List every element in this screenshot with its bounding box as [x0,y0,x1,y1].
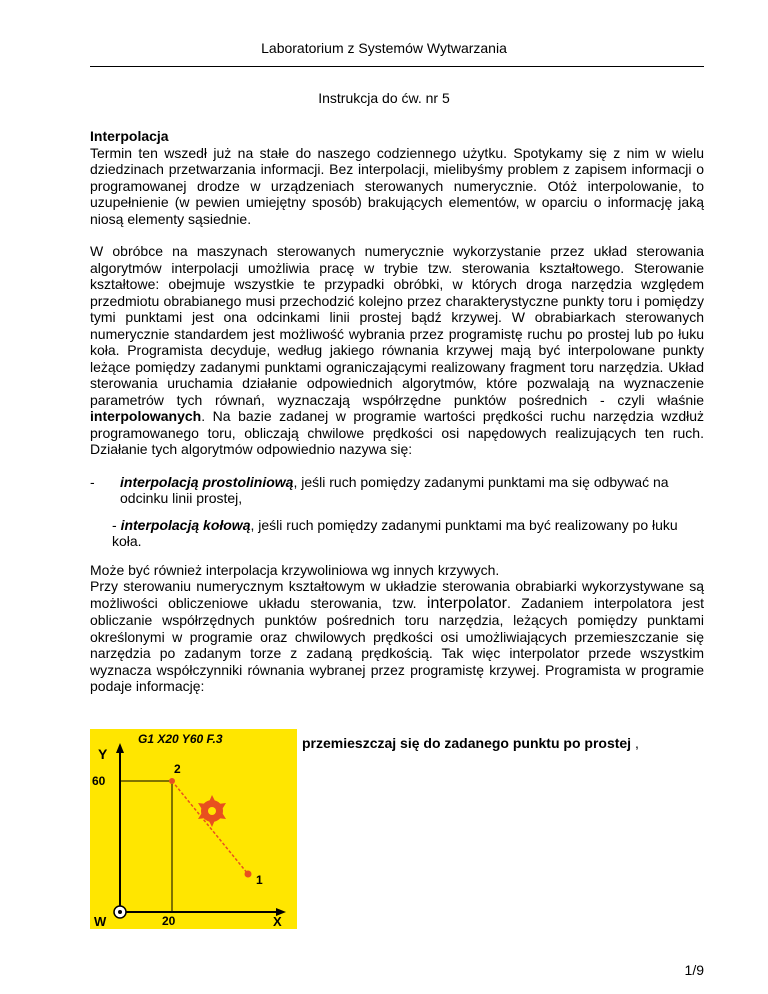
point-1-label: 1 [256,873,263,887]
page-header: Laboratorium z Systemów Wytwarzania [261,40,507,56]
paragraph-2: W obróbce na maszynach sterowanych numerycznie wykorzystanie przez układ sterowania algorytmów interpolacji umożliwia pracę w trybie tzw. sterowania kształtowego. Sterowanie kształtowe: obejmuje wszystkie te przypadki obróbki, w których droga narzędzia względem przedmiotu obrabianego musi przechodzić kolejno przez charakterystyczne punkty toru i pomiędzy tymi punktami jest ona odcinkami linii prostej bądź krzywej. W obrabiarkach sterowanych numerycznie standardem jest możliwość wybrania przez programistę ruchu po prostej lub po łuku koła. Programista decyduje, według jakiego równania krzywej mają być interpolowane punkty leżące pomiędzy zadanymi punktami ograniczającymi realizowany fragment toru narzędzia. Układ sterowania uruchamia działanie odpowiednich algorytmów, które pozwalają na wyznaczenie parametrów tych równań, wyznaczają współrzędne punktów pośrednich - czyli właśnie interpolowanych. Na bazie zadanej w programie wartości prędkości ruchu narzędzia wzdłuż programowanego toru, obliczają chwilowe prędkości osi napędowych realizujących ten ruch. Działanie tych algorytmów odpowiednio nazywa się: [90,243,704,457]
command-text: przemieszczaj się do zadanego punktu po prostej , [302,735,639,751]
point-2-marker [169,778,175,784]
figure-background [90,729,297,929]
list-item: - interpolacją kołową, jeśli ruch pomiędzy zadanymi punktami ma być realizowany po łuku koła. [112,516,678,549]
interpolation-diagram [90,729,297,929]
page-number: 1/9 [684,962,704,978]
document-body [90,128,704,695]
paragraph-1: Termin ten wszedł już na stałe do naszego codziennego użytku. Spotykamy się z nim w wielu dziedzinach przetwarzania informacji. Bez interpolacji, mielibyśmy problem z zapisem informacji o programowanej drodze w urządzeniach sterowanych numerycznie. Otóż interpolowanie, to uzupełnienie (w pewien umiejętny sposób) brakujących elementów, w oparciu o informację jaką niosą elementy sąsiednie. [90,144,704,227]
point-2-label: 2 [174,762,181,776]
gcode-label: G1 X20 Y60 F.3 [138,732,223,746]
interpolation-figure [90,729,297,929]
x-tick-label: 20 [162,914,176,928]
section-title: Interpolacja [90,128,169,144]
instruction-subtitle: Instrukcja do ćw. nr 5 [318,90,450,106]
paragraph-4: Przy sterowaniu numerycznym kształtowym w układzie sterowania obrabiarki wykorzystywane są możliwości obliczeniowe układu sterowania, tzw. interpolator. Zadaniem interpolatora jest obliczanie współrzędnych punktów pośrednich toru narzędzia, leżących pomiędzy punktami określonymi w programie oraz chwilowych prędkości osi umożliwiających przemieszczanie się narzędzia po zadanym torze z zadaną prędkością. Tak więc interpolator przede wszystkim wyznacza współczynniki równania wybranej przez programistę krzywej. Programista w programie podaje informację: [90,578,704,694]
header-rule [90,66,704,67]
list-item: - interpolacją prostoliniową, jeśli ruch pomiędzy zadanymi punktami ma się odbywać na odcinku linii prostej, [90,473,669,506]
origin-spindle-icon [114,906,126,918]
x-axis-label: X [273,914,282,929]
y-axis-label: Y [98,746,108,762]
origin-label: W [94,914,107,929]
paragraph-3: Może być również interpolacja krzywoliniowa wg innych krzywych. [90,561,500,578]
point-1-marker [245,871,252,878]
y-tick-label: 60 [92,774,106,788]
